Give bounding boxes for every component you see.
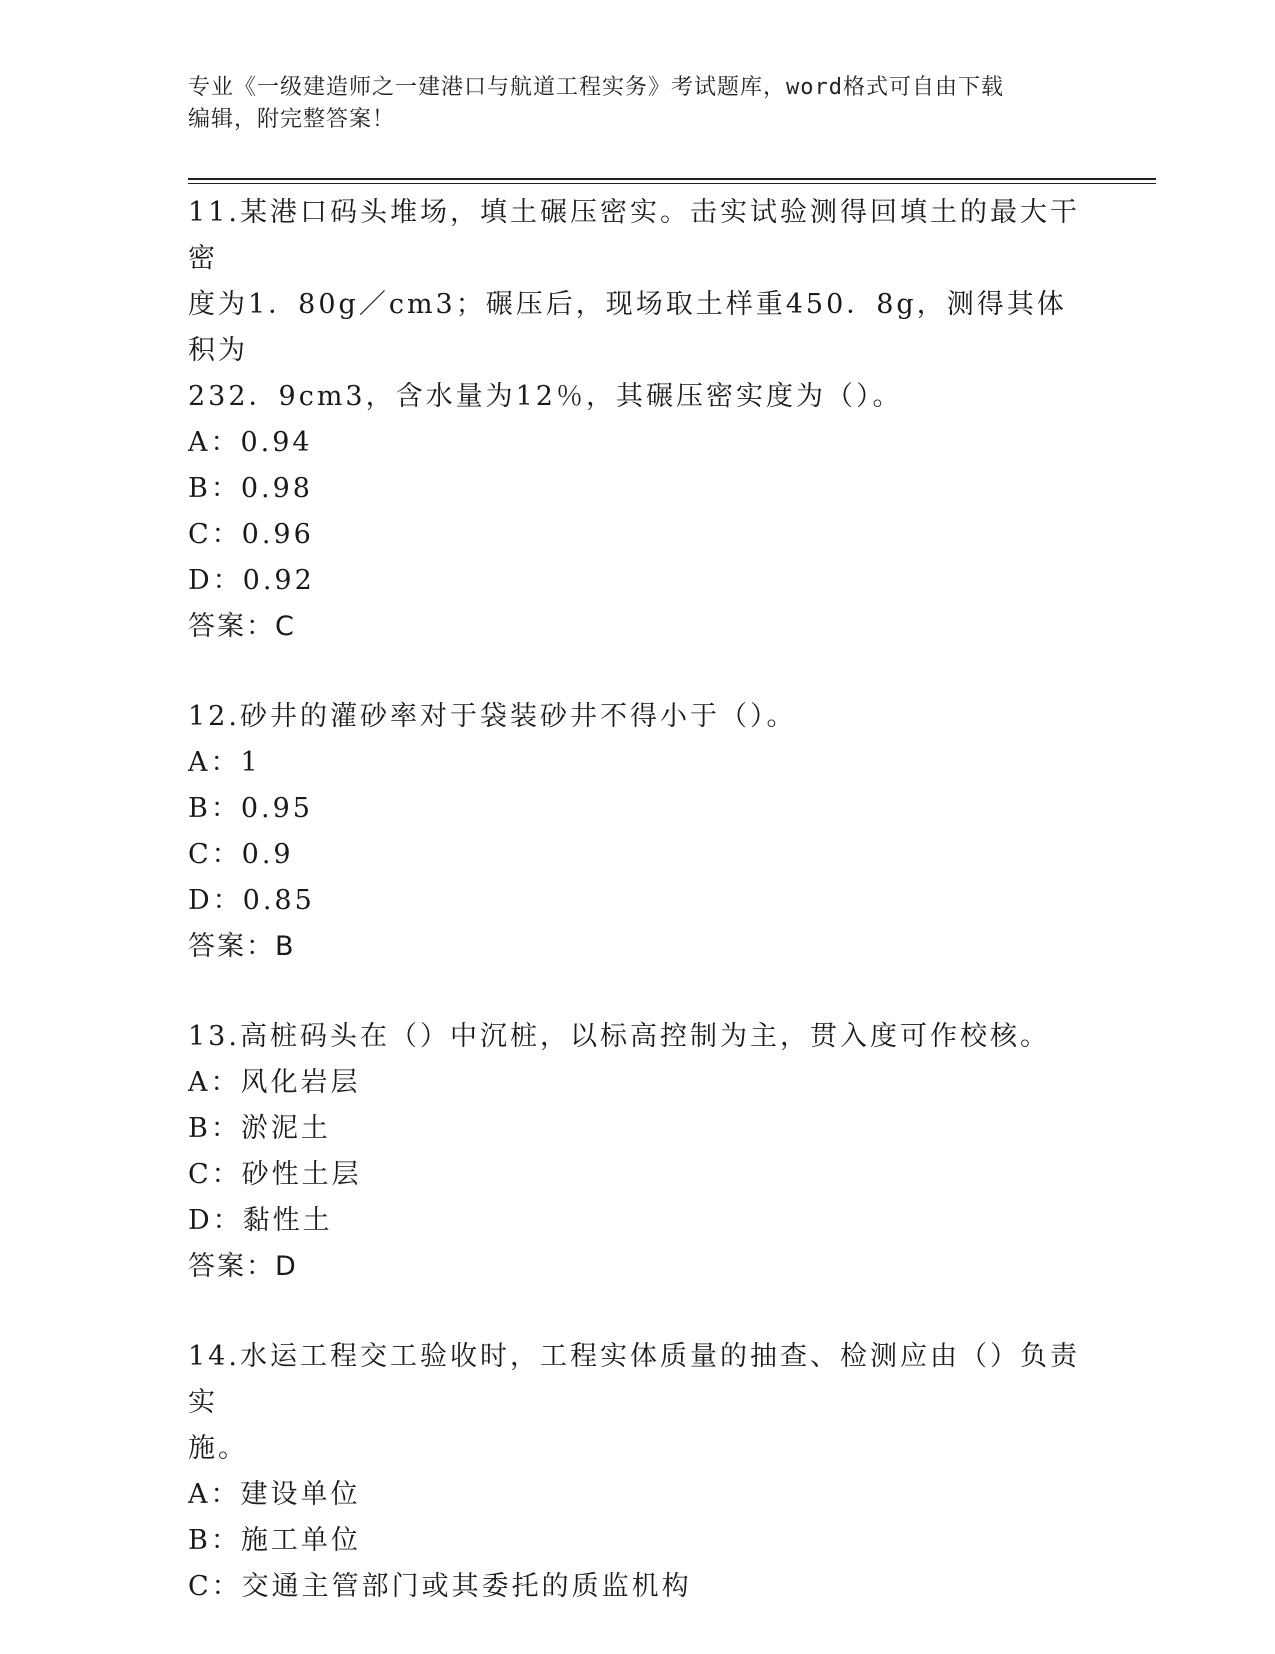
stem-line: 14.水运工程交工验收时，工程实体质量的抽查、检测应由（）负责实 (188, 1341, 1080, 1418)
question-13 (188, 1014, 1088, 1290)
question-stem (188, 1014, 1088, 1060)
stem-line: 度为1．80g／cm3；碾压后，现场取土样重450．8g，测得其体积为 (188, 289, 1067, 366)
option-a: A：风化岩层 (188, 1067, 361, 1098)
option-c: C：砂性土层 (188, 1159, 362, 1190)
question-stem (188, 1334, 1088, 1472)
header-divider-top (188, 178, 1156, 180)
answer-label: 答案：B (188, 931, 296, 962)
stem-line: 13.高桩码头在（）中沉桩，以标高控制为主，贯入度可作校核。 (188, 1021, 1050, 1052)
stem-line: 11.某港口码头堆场，填土碾压密实。击实试验测得回填土的最大干密 (188, 197, 1080, 274)
option-d: D：黏性土 (188, 1205, 333, 1236)
option-b: B：淤泥土 (188, 1113, 331, 1144)
question-14 (188, 1334, 1088, 1610)
option-b: B：0.98 (188, 473, 313, 504)
question-stem (188, 190, 1088, 420)
stem-line: 232．9cm3，含水量为12％，其碾压密实度为（）。 (188, 381, 903, 412)
question-12 (188, 694, 1088, 970)
option-b: B：施工单位 (188, 1525, 361, 1556)
header-divider-bottom (188, 183, 1156, 184)
option-d: D：0.85 (188, 885, 315, 916)
option-a: A：0.94 (188, 427, 313, 458)
answer-label: 答案：C (188, 611, 296, 642)
document-header (188, 72, 1088, 136)
header-line-1: 专业《一级建造师之一建港口与航道工程实务》考试题库，word格式可自由下载 (188, 75, 1004, 100)
question-list (188, 190, 1088, 1654)
option-a: A：1 (188, 747, 261, 778)
stem-line: 12.砂井的灌砂率对于袋装砂井不得小于（）。 (188, 701, 797, 732)
option-a: A：建设单位 (188, 1479, 361, 1510)
question-11 (188, 190, 1088, 650)
option-b: B：0.95 (188, 793, 313, 824)
header-line-2: 编辑，附完整答案！ (188, 107, 396, 132)
answer-label: 答案：D (188, 1251, 298, 1282)
stem-line: 施。 (188, 1433, 248, 1464)
option-c: C：0.96 (188, 519, 314, 550)
option-d: D：0.92 (188, 565, 315, 596)
option-c: C：0.9 (188, 839, 294, 870)
option-c: C：交通主管部门或其委托的质监机构 (188, 1571, 692, 1602)
question-stem (188, 694, 1088, 740)
